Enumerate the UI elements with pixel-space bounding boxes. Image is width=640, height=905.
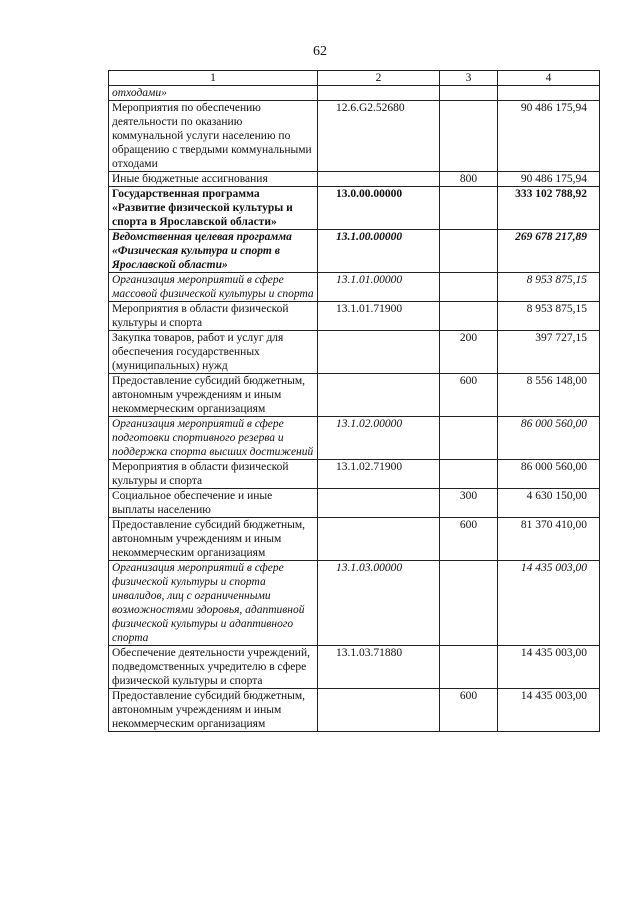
row-code-cell <box>318 86 440 101</box>
row-name-cell: Обеспечение деятельности учреждений, подведомственных учредителю в сфере физической культуры и спорта <box>109 646 318 689</box>
table-row <box>109 86 600 101</box>
row-amount-cell: 90 486 175,94 <box>498 101 600 172</box>
row-expense-type-cell <box>440 86 498 101</box>
row-expense-type-cell: 600 <box>440 374 498 417</box>
table-row <box>109 273 600 302</box>
table-row <box>109 172 600 187</box>
row-amount-cell: 14 435 003,00 <box>498 646 600 689</box>
row-code-cell: 13.0.00.00000 <box>318 187 440 230</box>
row-name-cell: Мероприятия в области физической культуры и спорта <box>109 302 318 331</box>
row-expense-type-cell <box>440 646 498 689</box>
table-header-row <box>109 71 600 86</box>
table-row <box>109 561 600 646</box>
header-col-1: 1 <box>109 71 318 86</box>
row-name-cell: Мероприятия по обеспечению деятельности по оказанию коммунальной услуги населению по обращению с твердыми коммунальными отходами <box>109 101 318 172</box>
row-amount-cell: 14 435 003,00 <box>498 561 600 646</box>
row-expense-type-cell <box>440 187 498 230</box>
table-row <box>109 101 600 172</box>
row-name-cell: Предоставление субсидий бюджетным, автономным учреждениям и иным некоммерческим организациям <box>109 518 318 561</box>
row-code-cell <box>318 374 440 417</box>
row-amount-cell: 81 370 410,00 <box>498 518 600 561</box>
row-name-cell: Мероприятия в области физической культуры и спорта <box>109 460 318 489</box>
row-name-cell: Организация мероприятий в сфере физической культуры и спорта инвалидов, лиц с ограниченными возможностями здоровья, адаптивной физической культуры и адаптивного спорта <box>109 561 318 646</box>
row-code-cell: 13.1.01.00000 <box>318 273 440 302</box>
row-amount-cell: 8 953 875,15 <box>498 273 600 302</box>
row-code-cell: 13.1.02.00000 <box>318 417 440 460</box>
row-expense-type-cell <box>440 273 498 302</box>
table-row <box>109 230 600 273</box>
table-row <box>109 646 600 689</box>
row-name-cell: Ведомственная целевая программа «Физическая культура и спорт в Ярославской области» <box>109 230 318 273</box>
row-code-cell <box>318 489 440 518</box>
page-number: 62 <box>313 44 327 59</box>
header-col-2: 2 <box>318 71 440 86</box>
row-name-cell: Предоставление субсидий бюджетным, автономным учреждениям и иным некоммерческим организациям <box>109 689 318 732</box>
table-row <box>109 417 600 460</box>
row-name-cell: Государственная программа «Развитие физической культуры и спорта в Ярославской области» <box>109 187 318 230</box>
row-code-cell: 13.1.00.00000 <box>318 230 440 273</box>
table-row <box>109 518 600 561</box>
row-code-cell: 13.1.03.71880 <box>318 646 440 689</box>
row-code-cell <box>318 331 440 374</box>
row-expense-type-cell: 200 <box>440 331 498 374</box>
row-expense-type-cell <box>440 417 498 460</box>
table-row <box>109 374 600 417</box>
header-col-4: 4 <box>498 71 600 86</box>
row-expense-type-cell <box>440 230 498 273</box>
row-amount-cell: 397 727,15 <box>498 331 600 374</box>
row-code-cell: 12.6.G2.52680 <box>318 101 440 172</box>
table-row <box>109 302 600 331</box>
row-amount-cell: 4 630 150,00 <box>498 489 600 518</box>
row-amount-cell: 8 953 875,15 <box>498 302 600 331</box>
row-expense-type-cell: 800 <box>440 172 498 187</box>
row-amount-cell: 333 102 788,92 <box>498 187 600 230</box>
row-expense-type-cell: 600 <box>440 518 498 561</box>
row-code-cell <box>318 172 440 187</box>
table-row <box>109 689 600 732</box>
row-amount-cell: 269 678 217,89 <box>498 230 600 273</box>
row-expense-type-cell <box>440 101 498 172</box>
row-code-cell: 13.1.03.00000 <box>318 561 440 646</box>
row-name-cell: отходами» <box>109 86 318 101</box>
row-code-cell <box>318 689 440 732</box>
table-row <box>109 489 600 518</box>
budget-table <box>108 70 600 732</box>
header-col-3: 3 <box>440 71 498 86</box>
row-code-cell: 13.1.02.71900 <box>318 460 440 489</box>
row-name-cell: Иные бюджетные ассигнования <box>109 172 318 187</box>
row-amount-cell: 14 435 003,00 <box>498 689 600 732</box>
row-name-cell: Организация мероприятий в сфере массовой физической культуры и спорта <box>109 273 318 302</box>
table-row <box>109 331 600 374</box>
table-body <box>109 86 600 732</box>
row-expense-type-cell <box>440 561 498 646</box>
row-expense-type-cell: 600 <box>440 689 498 732</box>
row-name-cell: Социальное обеспечение и иные выплаты населению <box>109 489 318 518</box>
row-expense-type-cell <box>440 302 498 331</box>
row-name-cell: Закупка товаров, работ и услуг для обеспечения государственных (муниципальных) нужд <box>109 331 318 374</box>
row-amount-cell: 86 000 560,00 <box>498 417 600 460</box>
row-expense-type-cell <box>440 460 498 489</box>
row-amount-cell: 86 000 560,00 <box>498 460 600 489</box>
row-amount-cell: 90 486 175,94 <box>498 172 600 187</box>
table-row <box>109 460 600 489</box>
row-name-cell: Организация мероприятий в сфере подготовки спортивного резерва и поддержка спорта высших достижений <box>109 417 318 460</box>
row-expense-type-cell: 300 <box>440 489 498 518</box>
table-row <box>109 187 600 230</box>
row-amount-cell: 8 556 148,00 <box>498 374 600 417</box>
row-name-cell: Предоставление субсидий бюджетным, автономным учреждениям и иным некоммерческим организациям <box>109 374 318 417</box>
row-code-cell: 13.1.01.71900 <box>318 302 440 331</box>
row-amount-cell <box>498 86 600 101</box>
row-code-cell <box>318 518 440 561</box>
